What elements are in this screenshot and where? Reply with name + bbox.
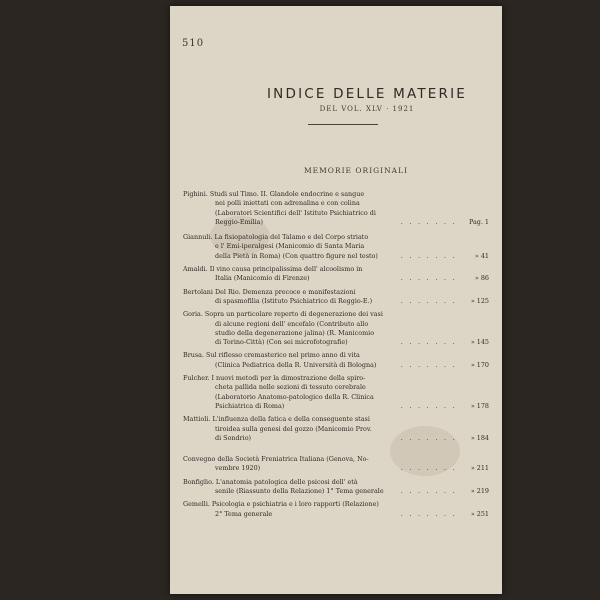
- leader-dots: . . . . . . .: [400, 360, 457, 369]
- leader-dots: . . . . . . .: [400, 296, 457, 305]
- entry-page-number: » 170: [470, 360, 489, 369]
- leader-dots: . . . . . . .: [400, 274, 457, 283]
- entry-line: Giannuli. La fisiopatologia del Talamo e del Corpo striato: [183, 233, 369, 242]
- title-rule: [308, 124, 378, 125]
- entry-page-number: Pag. 1: [468, 217, 489, 226]
- entry-line: Brusa. Sul riflesso cremasterico nel primo anno di vita: [183, 351, 360, 360]
- entry-line: della Pietà in Roma) (Con quattro figure nel testo): [215, 251, 378, 260]
- entry-line: (Clinica Pediatrica della R. Università di Bologna): [215, 360, 377, 369]
- index-entry: [183, 233, 497, 261]
- index-entry: [183, 310, 497, 347]
- entry-line: Fulcher. I nuovi metodi per la dimostrazione della spiro-: [183, 374, 366, 383]
- index-entry: [183, 455, 497, 474]
- entry-line: tiroidea sulla genesi del gozzo (Manicomio Prov.: [215, 424, 372, 433]
- entry-line: di alcune regioni dell' encefalo (Contributo allo: [215, 319, 369, 328]
- entry-line: Bonfiglio. L'anatomia patologica delle psicosi dell' età: [183, 477, 358, 486]
- entry-line: cheta pallida nelle sezioni di tessuto cerebrale: [215, 383, 366, 392]
- entry-page-number: » 125: [470, 296, 489, 305]
- entry-line: Convegno della Società Freniatrica Italiana (Genova, No-: [183, 455, 369, 464]
- index-entry: [183, 190, 497, 227]
- leader-dots: . . . . . . .: [400, 338, 457, 347]
- entry-line: Reggio-Emilia): [215, 217, 263, 226]
- entry-line: di Torino-Città) (Con sei microfotografie): [215, 338, 348, 347]
- leader-dots: . . . . . . .: [400, 401, 457, 410]
- entry-line: Goria. Sopra un particolare reperto di degenerazione dei vasi: [183, 310, 383, 319]
- entry-page-number: » 211: [470, 464, 489, 473]
- index-entry: [183, 500, 497, 519]
- entry-line: Italia (Manicomio di Firenze): [215, 274, 310, 283]
- index-entry: [183, 351, 497, 370]
- index-entry: [183, 415, 497, 443]
- page-title: INDICE DELLE MATERIE: [267, 86, 467, 102]
- volume-subtitle: DEL VOL. XLV · 1921: [319, 105, 415, 113]
- entry-line: (Laboratori Scientifici dell' Istituto Psichiatrico di: [215, 208, 376, 217]
- entry-line: Gemelli. Psicologia e psichiatria e i loro rapporti (Relazione): [183, 500, 379, 509]
- entry-line: Pighini. Studi sul Timo. II. Glandole endocrine e sangue: [183, 190, 365, 198]
- entry-line: senile (Riassunto della Relazione) 1° Tema generale: [215, 487, 384, 496]
- leader-dots: . . . . . . .: [400, 433, 457, 442]
- index-entry: [183, 374, 497, 411]
- leader-dots: . . . . . . .: [400, 251, 457, 260]
- entry-line: Mattioli. L'influenza della fatica e della conseguente stasi: [183, 415, 370, 424]
- entry-line: 2° Tema generale: [215, 509, 273, 518]
- document-page: [170, 6, 502, 594]
- leader-dots: . . . . . . .: [400, 217, 457, 226]
- entry-line: vembre 1920): [215, 464, 261, 473]
- entry-line: Psichiatrica di Roma): [215, 401, 285, 410]
- entry-line: di Sondrio): [215, 433, 252, 442]
- leader-dots: . . . . . . .: [400, 509, 457, 518]
- entry-line: Amaldi. Il vino causa principalissima dell' alcoolismo in: [183, 265, 363, 274]
- index-entry: [183, 478, 497, 497]
- entry-page-number: » 86: [474, 274, 489, 283]
- entry-page-number: » 178: [470, 401, 489, 410]
- index-entry: [183, 288, 497, 307]
- entry-page-number: » 251: [470, 509, 489, 518]
- entry-line: (Laboratorio Anatomo-patologico della R. Clinica: [215, 392, 374, 401]
- entry-page-number: » 184: [470, 433, 489, 442]
- entry-line: studio della degenerazione jalina) (R. Manicomio: [215, 328, 375, 337]
- leader-dots: . . . . . . .: [400, 464, 457, 473]
- index-entry: [183, 265, 497, 284]
- page-number: 510: [182, 38, 205, 49]
- entry-line: nei polli iniettati con adrenalina e con colina: [215, 199, 360, 208]
- section-heading: MEMORIE ORIGINALI: [303, 166, 409, 175]
- entry-line: Bertolani Del Rio. Demenza precoce e manifestazioni: [183, 287, 356, 296]
- entry-line: di spasmofilia (Istituto Psichiatrico di Reggio-E.): [215, 296, 373, 305]
- leader-dots: . . . . . . .: [400, 487, 457, 496]
- index-entries: [183, 186, 497, 519]
- entry-line: e l' Emi-iperalgesi (Manicomio di Santa Maria: [215, 242, 365, 251]
- entry-page-number: » 41: [474, 251, 489, 260]
- entry-page-number: » 145: [470, 338, 489, 347]
- entry-page-number: » 219: [470, 487, 489, 496]
